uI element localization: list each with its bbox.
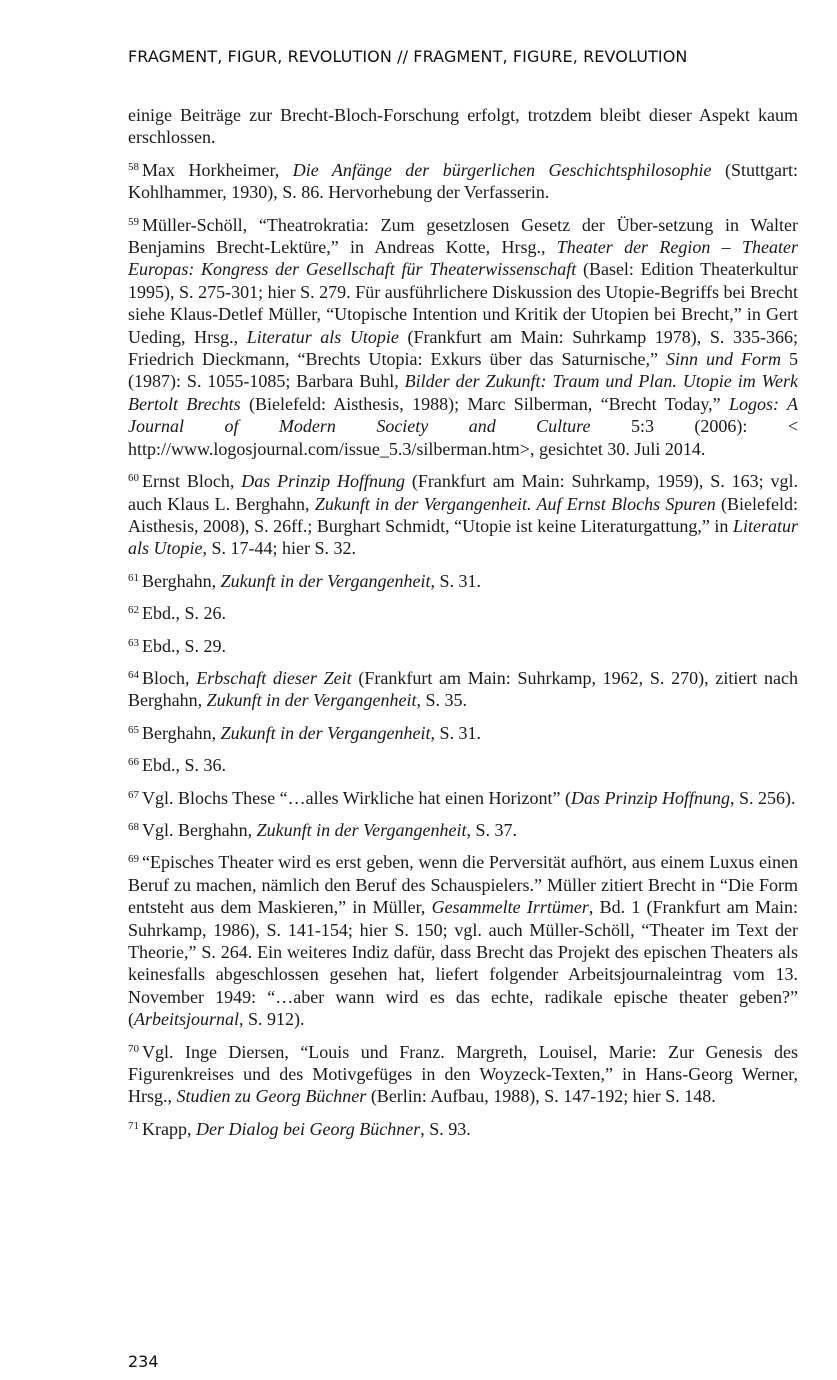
endnote-title-italic: Das Prinzip Hoffnung	[571, 787, 731, 808]
endnote-59	[128, 214, 803, 460]
endnotes	[128, 104, 803, 1150]
endnote-title-italic: Sinn und Form	[665, 349, 781, 370]
endnote-text: Vgl. Inge Diersen, “Louis und Franz. Margreth, Louisel, Marie: Zur Genesis des Figurenkreises und des Motivgefüges in den Woyzeck-Texten,” in Hans-Georg Werner, Hrsg.,	[128, 1041, 803, 1107]
endnote-number: 66	[128, 756, 139, 769]
endnote-title-italic: Arbeitsjournal	[134, 1009, 240, 1030]
endnote-text: Ebd., S. 36.	[142, 755, 227, 776]
endnote-text: Krapp,	[142, 1118, 196, 1139]
endnote-title-italic: Zukunft in der Vergangenheit	[220, 570, 431, 591]
endnote-60	[128, 470, 803, 560]
endnote-title-italic: Die Anfänge der bürgerlichen Geschichtsphilosophie	[292, 159, 712, 180]
endnote-text: Berghahn,	[142, 722, 221, 743]
endnote-text: Vgl. Blochs These “…alles Wirkliche hat einen Horizont” (	[142, 787, 571, 808]
endnote-title-italic: Literatur als Utopie	[128, 515, 803, 559]
endnote-number: 60	[128, 472, 139, 485]
endnote-title-italic: Erbschaft dieser Zeit	[196, 667, 352, 688]
endnote-text: , S. 912).	[239, 1009, 305, 1030]
endnote-title-italic: Das Prinzip Hoffnung	[241, 471, 406, 492]
endnote-text: (Frankfurt am Main: Suhrkamp 1978), S. 335-366; Friedrich Dieckmann, “Brechts Utopia: Exkurs über das Saturnische,”	[128, 326, 803, 370]
endnote-title-italic: Gesammelte Irrtümer	[431, 897, 589, 918]
running-head: FRAGMENT, FIGUR, REVOLUTION // FRAGMENT, FIGURE, REVOLUTION	[128, 47, 688, 66]
page-number: 234	[128, 1352, 159, 1371]
endnote-title-italic: Zukunft in der Vergangenheit. Auf Ernst Blochs Spuren	[314, 493, 716, 514]
endnote-number: 59	[128, 215, 139, 228]
endnote-text: (Bielefeld: Aisthesis, 2008), S. 26ff.; Burghart Schmidt, “Utopie ist keine Literaturgattung,” in	[128, 493, 802, 536]
endnote-number: 63	[128, 636, 139, 649]
endnote-text: 5 (1987): S. 1055-1085; Barbara Buhl,	[128, 349, 803, 392]
endnote-68	[128, 819, 798, 841]
endnote-title-italic: Literatur als Utopie	[246, 326, 399, 347]
endnote-title-italic: Zukunft in der Vergangenheit	[256, 819, 467, 840]
endnote-number: 67	[128, 788, 139, 801]
endnote-number: 70	[128, 1042, 139, 1055]
endnote-text: Vgl. Berghahn,	[142, 819, 257, 840]
endnote-text: (Berlin: Aufbau, 1988), S. 147-192; hier S. 148.	[366, 1086, 716, 1107]
endnote-number: 58	[128, 160, 139, 173]
endnote-70	[128, 1041, 803, 1108]
endnote-text: , S. 31.	[430, 570, 481, 591]
endnote-text: Ebd., S. 29.	[142, 635, 227, 656]
endnote-71	[128, 1118, 798, 1140]
endnote-text: (Bielefeld: Aisthesis, 1988); Marc Silberman, “Brecht Today,”	[240, 393, 729, 414]
endnote-text: “Episches Theater wird es erst geben, wenn die Perversität aufhört, aus einem Luxus einen Beruf zu machen, nämlich den Beruf des Schauspielers.” Müller zitiert Brecht in “Die Form entsteht aus dem Maskieren,” in Müller,	[128, 852, 803, 918]
endnote-69	[128, 851, 803, 1030]
endnote-text: einige Beiträge zur Brecht-Bloch-Forschung erfolgt, trotzdem bleibt dieser Aspekt kaum erschlossen.	[128, 105, 803, 148]
endnote-text: , S. 31.	[430, 722, 481, 743]
endnote-title-italic: Theater der Region – Theater Europas: Kongress der Gesellschaft für Theaterwissenschaft	[128, 237, 803, 280]
endnote-number: 65	[128, 723, 139, 736]
endnote-text: , S. 35.	[416, 690, 467, 711]
endnote-continuation	[128, 104, 803, 149]
endnote-63	[128, 635, 798, 657]
endnote-number: 61	[128, 571, 139, 584]
endnote-58	[128, 159, 803, 204]
endnote-text: (Frankfurt am Main: Suhrkamp, 1959), S. 163; vgl. auch Klaus L. Berghahn,	[128, 471, 803, 514]
endnote-text: Müller-Schöll, “Theatrokratia: Zum gesetzlosen Gesetz der Über-setzung in Walter Benjamins Brecht-Lektüre,” in Andreas Kotte, Hrsg.,	[128, 214, 803, 258]
endnote-65	[128, 722, 798, 744]
endnote-text: (Stuttgart: Kohlhammer, 1930), S. 86. Hervorhebung der Verfasserin.	[128, 159, 803, 203]
endnote-64	[128, 667, 803, 712]
endnote-title-italic: Studien zu Georg Büchner	[176, 1086, 367, 1107]
endnote-text: Bloch,	[142, 667, 197, 688]
endnote-text: Ernst Bloch,	[142, 471, 242, 492]
endnote-text: , S. 17-44; hier S. 32.	[202, 538, 357, 559]
endnote-title-italic: Der Dialog bei Georg Büchner	[195, 1118, 421, 1139]
endnote-number: 69	[128, 853, 139, 866]
endnote-number: 71	[128, 1119, 139, 1132]
endnote-title-italic: Zukunft in der Vergangenheit	[206, 690, 417, 711]
endnote-text: , Bd. 1 (Frankfurt am Main: Suhrkamp, 1986), S. 141-154; hier S. 150; vgl. auch Müller-Schöll, “Theater im Text der Theorie,” S. 264. Ein weiteres Indiz dafür, dass Brecht das Projekt des epischen Theaters als keinesfalls abgeschlossen gesehen hat, liefert folgender Arbeitsjournaleintrag vom 13. November 1949: “…aber wann wird es das echte, radikale epische theater geben?” (	[128, 897, 803, 1030]
endnote-67	[128, 787, 798, 809]
endnote-title-italic: Zukunft in der Vergangenheit	[220, 722, 431, 743]
endnote-text: Max Horkheimer,	[142, 159, 293, 180]
endnote-text: , S. 37.	[466, 819, 517, 840]
endnote-text: (Frankfurt am Main: Suhrkamp, 1962, S. 270), zitiert nach Berghahn,	[128, 667, 803, 711]
endnote-text: Ebd., S. 26.	[142, 603, 227, 624]
endnote-text: , S. 93.	[420, 1118, 471, 1139]
endnote-text: Berghahn,	[142, 570, 221, 591]
endnote-61	[128, 570, 798, 592]
endnote-text: 5:3 (2006): < http://www.logosjournal.com/issue_5.3/silberman.htm>, gesichtet 30. Juli 2014.	[128, 416, 803, 459]
endnote-62	[128, 602, 798, 624]
endnote-title-italic: Bilder der Zukunft: Traum und Plan. Utopie im Werk Bertolt Brechts	[128, 371, 803, 414]
endnote-text: (Basel: Edition Theaterkultur 1995), S. 275-301; hier S. 279. Für ausführlichere Diskussion des Utopie-Begriffs bei Brecht siehe Klaus-Detlef Müller, “Utopische Intention und Kritik der Utopien bei Brecht,” in Gert Ueding, Hrsg.,	[128, 259, 803, 347]
endnote-title-italic: Logos: A Journal of Modern Society and Culture	[128, 393, 803, 437]
endnote-number: 62	[128, 604, 139, 617]
endnote-number: 68	[128, 820, 139, 833]
endnote-text: , S. 256).	[730, 787, 796, 808]
endnote-66	[128, 754, 798, 776]
endnote-number: 64	[128, 668, 139, 681]
